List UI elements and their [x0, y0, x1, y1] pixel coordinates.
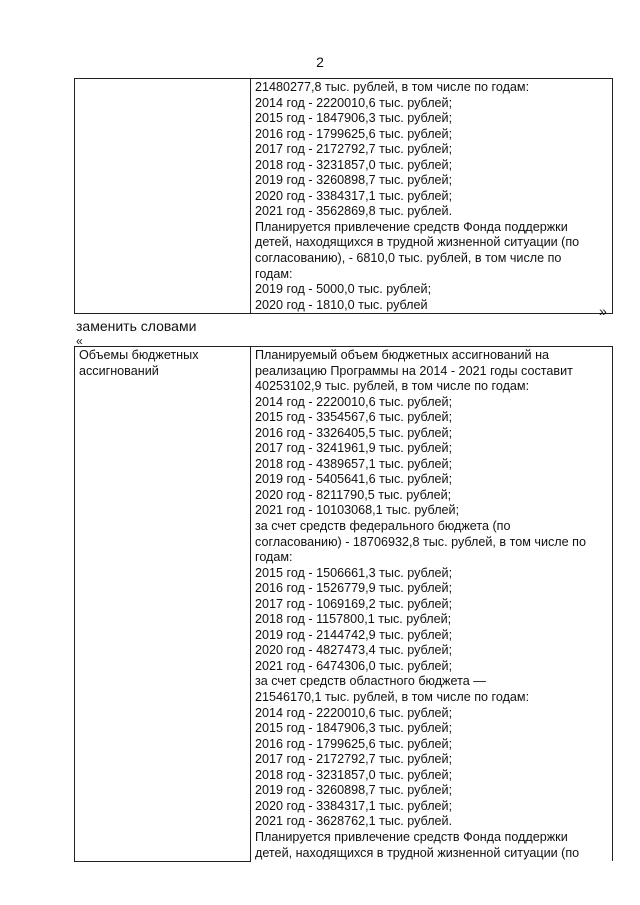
text-line: 2017 год - 3241961,9 тыс. рублей; — [255, 441, 453, 456]
text-line: 2020 год - 1810,0 тыс. рублей — [255, 297, 428, 312]
text-line: детей, находящихся в трудной жизненной ситуации (по — [255, 845, 580, 860]
text-line: 2021 год - 6474306,0 тыс. рублей; — [255, 658, 453, 673]
table-bottom — [74, 346, 613, 862]
budget-lines — [255, 80, 608, 313]
table-row — [75, 79, 613, 314]
text-line: 40253102,9 тыс. рублей, в том числе по годам: — [255, 379, 530, 394]
text-line: 2020 год - 3384317,1 тыс. рублей; — [255, 188, 453, 203]
table-cell-budget-text — [251, 347, 613, 862]
text-line: согласованию), - 6810,0 тыс. рублей, в том числе по — [255, 251, 562, 266]
text-line: 2021 год - 3562869,8 тыс. рублей. — [255, 204, 453, 219]
table-top — [74, 78, 613, 314]
closing-quote-mark: » — [599, 303, 607, 319]
text-line: 2021 год - 3628762,1 тыс. рублей. — [255, 814, 453, 829]
text-line: 2020 год - 3384317,1 тыс. рублей; — [255, 798, 453, 813]
text-line: 2015 год - 1506661,3 тыс. рублей; — [255, 565, 453, 580]
budget-allocations-label: Объемы бюджетных ассигнований — [79, 348, 199, 378]
text-line: за счет средств федерального бюджета (по — [255, 519, 511, 534]
text-line: согласованию) - 18706932,8 тыс. рублей, в том числе по — [255, 534, 586, 549]
text-line: 2017 год - 1069169,2 тыс. рублей; — [255, 596, 453, 611]
text-line: за счет средств областного бюджета — — [255, 674, 486, 689]
text-line: 2018 год - 3231857,0 тыс. рублей; — [255, 767, 453, 782]
text-line: 2016 год - 1526779,9 тыс. рублей; — [255, 581, 453, 596]
text-line: 2015 год - 1847906,3 тыс. рублей; — [255, 721, 453, 736]
text-line: 2018 год - 4389657,1 тыс. рублей; — [255, 456, 453, 471]
text-line: 2019 год - 5000,0 тыс. рублей; — [255, 282, 432, 297]
text-line: 2014 год - 2220010,6 тыс. рублей; — [255, 95, 453, 110]
text-line: 2020 год - 4827473,4 тыс. рублей; — [255, 643, 453, 658]
text-line: 2014 год - 2220010,6 тыс. рублей; — [255, 705, 453, 720]
text-line: Планируется привлечение средств Фонда поддержки — [255, 829, 568, 844]
text-line: детей, находящихся в трудной жизненной ситуации (по — [255, 235, 580, 250]
table-row — [75, 347, 613, 862]
text-line: Планируется привлечение средств Фонда поддержки — [255, 219, 568, 234]
table-cell-label — [75, 347, 251, 862]
text-line: 2017 год - 2172792,7 тыс. рублей; — [255, 142, 453, 157]
page-number: 2 — [316, 54, 324, 70]
text-line: 2019 год - 5405641,6 тыс. рублей; — [255, 472, 453, 487]
text-line: 2018 год - 1157800,1 тыс. рублей; — [255, 612, 452, 627]
text-line: 2015 год - 1847906,3 тыс. рублей; — [255, 111, 453, 126]
text-line: реализацию Программы на 2014 - 2021 годы составит — [255, 363, 573, 378]
text-line: 2015 год - 3354567,6 тыс. рублей; — [255, 410, 453, 425]
text-line: 21480277,8 тыс. рублей, в том числе по годам: — [255, 80, 530, 94]
replace-with-label: заменить словами — [76, 318, 197, 334]
text-line: 2021 год - 10103068,1 тыс. рублей; — [255, 503, 460, 518]
text-line: 21546170,1 тыс. рублей, в том числе по годам: — [255, 690, 530, 705]
text-line: 2020 год - 8211790,5 тыс. рублей; — [255, 487, 452, 502]
text-line: 2019 год - 3260898,7 тыс. рублей; — [255, 783, 453, 798]
text-line: 2019 год - 3260898,7 тыс. рублей; — [255, 173, 453, 188]
opening-quote-mark: « — [76, 334, 83, 348]
text-line: 2016 год - 1799625,6 тыс. рублей; — [255, 126, 453, 141]
text-line: 2019 год - 2144742,9 тыс. рублей; — [255, 627, 453, 642]
text-line: 2018 год - 3231857,0 тыс. рублей; — [255, 157, 453, 172]
text-line: 2014 год - 2220010,6 тыс. рублей; — [255, 394, 453, 409]
text-line: 2017 год - 2172792,7 тыс. рублей; — [255, 752, 453, 767]
table-cell-left-empty — [75, 79, 251, 314]
text-line: 2016 год - 3326405,5 тыс. рублей; — [255, 425, 453, 440]
text-line: годам: — [255, 266, 293, 281]
text-line: годам: — [255, 550, 293, 565]
text-line: 2016 год - 1799625,6 тыс. рублей; — [255, 736, 453, 751]
text-line: Планируемый объем бюджетных ассигнований на — [255, 348, 550, 362]
table-cell-budget-text — [251, 79, 613, 314]
budget-lines — [255, 348, 608, 861]
